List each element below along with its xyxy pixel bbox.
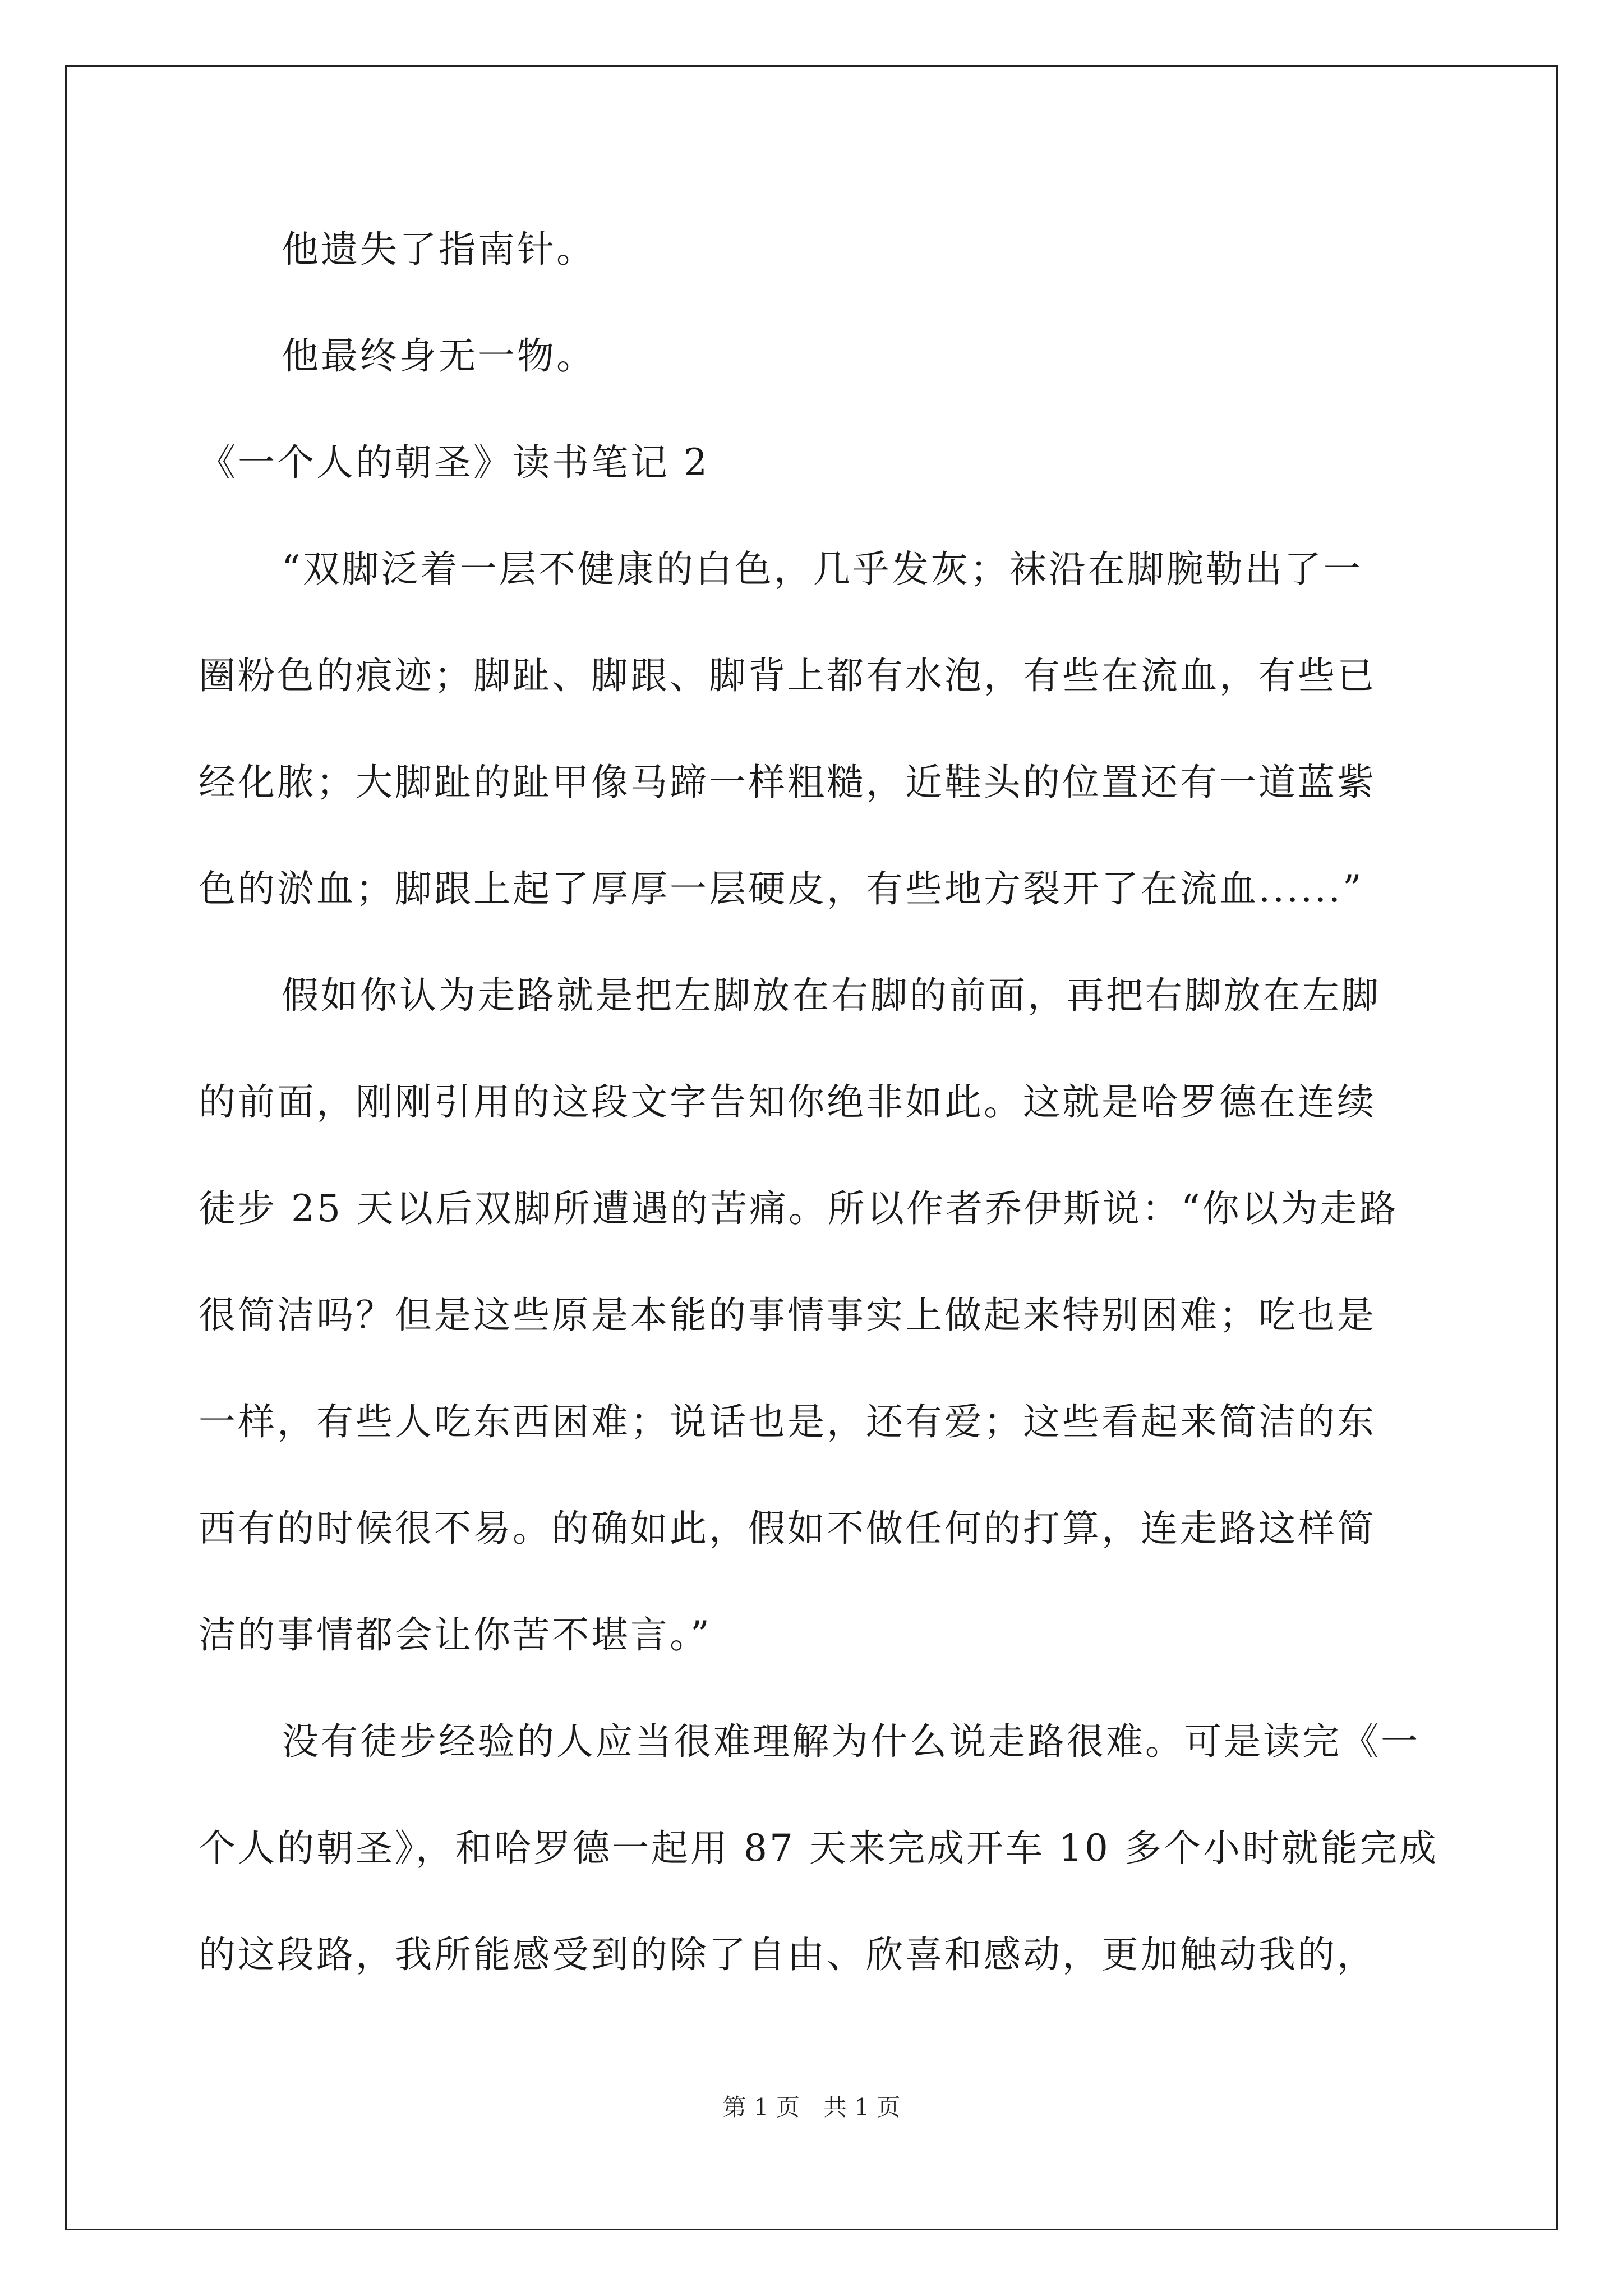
paragraph-line: 徒步 25 天以后双脚所遭遇的苦痛。所以作者乔伊斯说：“你以为走路 (199, 1187, 1399, 1230)
paragraph-line: 他遗失了指南针。 (282, 228, 596, 271)
paragraph-line: 经化脓；大脚趾的趾甲像马蹄一样粗糙，近鞋头的位置还有一道蓝紫 (199, 761, 1376, 804)
page-number-footer: 第 1 页 共 1 页 (722, 2093, 901, 2121)
paragraph-line: 的前面，刚刚引用的这段文字告知你绝非如此。这就是哈罗德在连续 (199, 1080, 1376, 1124)
paragraph-line: 的这段路，我所能感受到的除了自由、欣喜和感动，更加触动我的， (199, 1933, 1376, 1976)
paragraph-line: 圈粉色的痕迹；脚趾、脚跟、脚背上都有水泡，有些在流血，有些已 (199, 654, 1376, 697)
section-heading: 《一个人的朝圣》读书笔记 2 (199, 441, 709, 484)
paragraph-line: “双脚泛着一层不健康的白色，几乎发灰；袜沿在脚腕勒出了一 (282, 547, 1363, 591)
paragraph-line: 他最终身无一物。 (282, 334, 596, 378)
paragraph-line: 西有的时候很不易。的确如此，假如不做任何的打算，连走路这样简 (199, 1507, 1376, 1550)
paragraph-line: 一样，有些人吃东西困难；说话也是，还有爱；这些看起来简洁的东 (199, 1400, 1376, 1443)
page-frame (65, 65, 1558, 2230)
paragraph-line: 假如你认为走路就是把左脚放在右脚的前面，再把右脚放在左脚 (282, 974, 1381, 1017)
paragraph-line: 色的淤血；脚跟上起了厚厚一层硬皮，有些地方裂开了在流血......” (199, 867, 1364, 910)
paragraph-line: 个人的朝圣》，和哈罗德一起用 87 天来完成开车 10 多个小时就能完成 (199, 1826, 1438, 1870)
paragraph-line: 没有徒步经验的人应当很难理解为什么说走路很难。可是读完《一 (282, 1720, 1420, 1763)
paragraph-line: 洁的事情都会让你苦不堪言。” (199, 1613, 712, 1657)
paragraph-line: 很简洁吗？但是这些原是本能的事情事实上做起来特别困难；吃也是 (199, 1294, 1376, 1337)
